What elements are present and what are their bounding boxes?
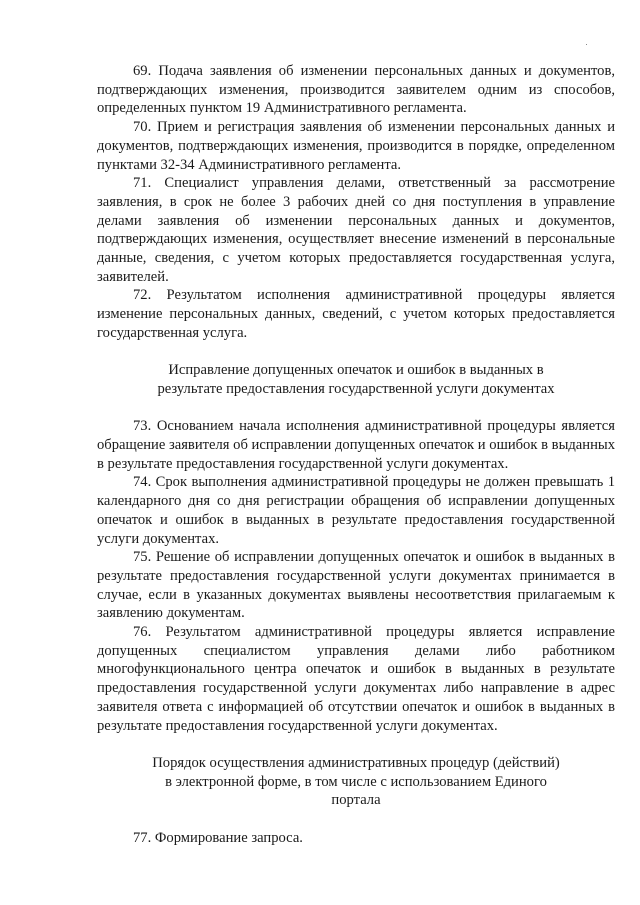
paragraph-76: 76. Результатом административной процедуры является исправление допущенных специалистом управления делами либо работником многофункционального центра опечаток и ошибок в выданных в результате предоставления государственной услуги документах либо направление в адрес заявителя ответа с информацией об отсутствии опечаток и ошибок в выданных в результате предоставления государственной услуги документах. <box>97 624 615 734</box>
paragraph-73: 73. Основанием начала исполнения административной процедуры является обращение заявителя об исправлении допущенных опечаток и ошибок в выданных в результате предоставления государственной услуги документах. <box>97 418 615 472</box>
section-heading-electronic: Порядок осуществления административных процедур (действий) в электронной форме, в том числе с использованием Единого портала <box>152 754 560 809</box>
section-heading-corrections: Исправление допущенных опечаток и ошибок в выданных в результате предоставления государственной услуги документах <box>157 362 555 397</box>
paragraph-72: 72. Результатом исполнения административной процедуры является изменение персональных данных, сведений, с учетом которых предоставляется государственная услуга. <box>97 287 615 341</box>
scan-speck <box>586 44 587 45</box>
paragraph-77: 77. Формирование запроса. <box>133 829 303 846</box>
document-body <box>97 62 615 847</box>
paragraph-69: 69. Подача заявления об изменении персональных данных и документов, подтверждающих изменения, производится заявителем одним из способов, определенных пунктом 19 Административного регламента. <box>97 63 615 117</box>
paragraph-70: 70. Прием и регистрация заявления об изменении персональных данных и документов, подтверждающих изменения, производится в порядке, определенном пунктами 32-34 Административного регламента. <box>97 119 615 173</box>
paragraph-71: 71. Специалист управления делами, ответственный за рассмотрение заявления, в срок не более 3 рабочих дней со дня поступления в управление делами заявления об изменении персональных данных и документов, подтверждающих изменения, осуществляет внесение изменений в персональные данные, сведения, с учетом которых предоставляется государственная услуга, заявителей. <box>97 175 615 285</box>
paragraph-75: 75. Решение об исправлении допущенных опечаток и ошибок в выданных в результате предоставления государственной услуги документах принимается в случае, если в указанных документах выявлены несоответствия прилагаемым к заявлению документам. <box>97 549 615 622</box>
paragraph-74: 74. Срок выполнения административной процедуры не должен превышать 1 календарного дня со дня регистрации обращения об исправлении допущенных опечаток и ошибок в выданных в результате предоставления государственной услуги документах. <box>97 474 615 547</box>
